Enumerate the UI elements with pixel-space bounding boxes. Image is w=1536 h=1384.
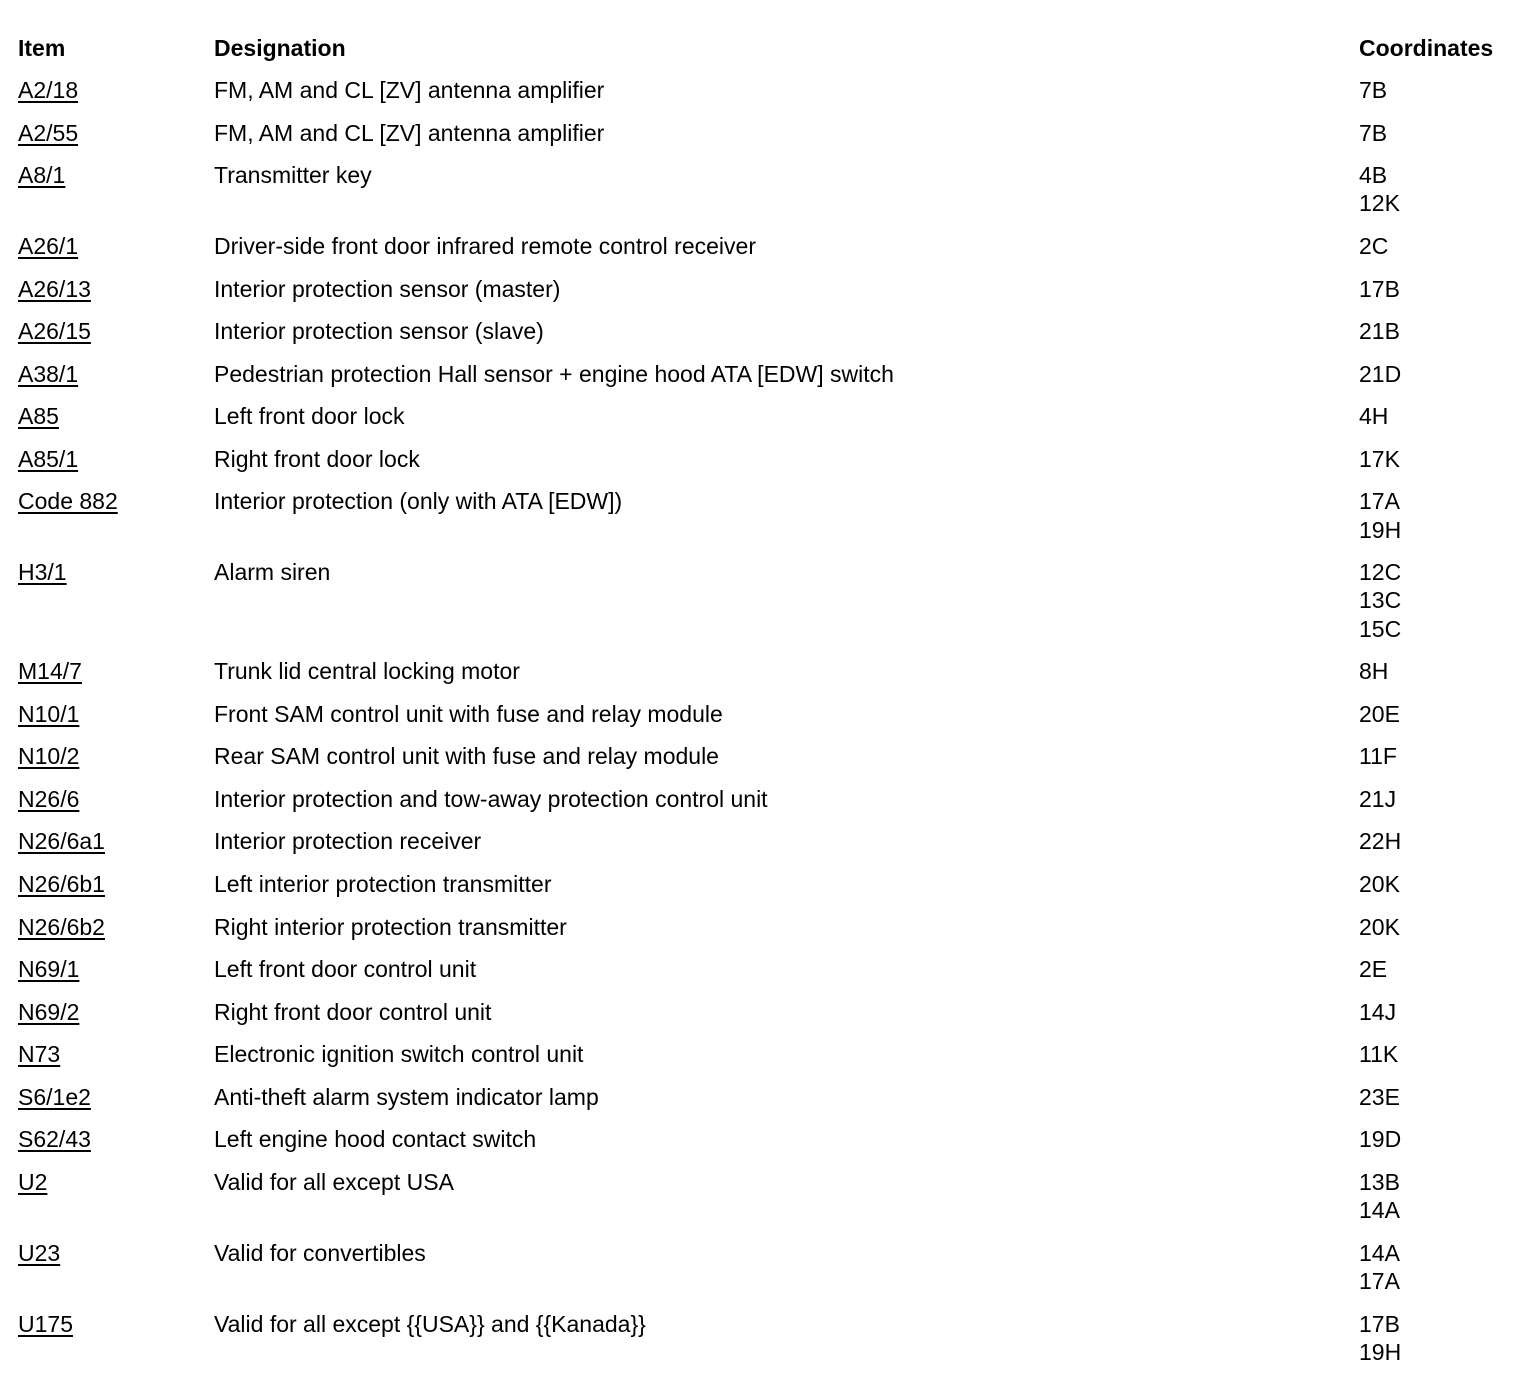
item-link[interactable]: U175 — [18, 1310, 73, 1337]
coordinate-value: 7B — [1359, 119, 1388, 146]
designation-text: Right interior protection transmitter — [214, 913, 567, 940]
coordinate-value: 14J — [1359, 998, 1397, 1025]
table-row — [0, 232, 1536, 275]
coordinate-value: 13B — [1359, 1169, 1400, 1196]
coordinate-value: 21D — [1359, 360, 1402, 387]
item-link[interactable]: A85/1 — [18, 445, 79, 472]
designation-text: Trunk lid central locking motor — [214, 658, 520, 685]
coordinates-cell — [1359, 232, 1536, 260]
table-row — [0, 870, 1536, 913]
coordinates-cell — [1359, 742, 1536, 770]
coordinate-value: 15C — [1359, 615, 1402, 642]
header-designation: Designation — [214, 35, 346, 61]
coordinate-value: 19H — [1359, 516, 1402, 543]
coordinates-cell — [1359, 275, 1536, 303]
coordinates-cell — [1359, 317, 1536, 345]
coordinate-value: 13C — [1359, 587, 1402, 614]
designation-text: Left interior protection transmitter — [214, 871, 552, 897]
table-row — [0, 445, 1536, 488]
coordinates-cell — [1359, 402, 1536, 430]
item-link[interactable]: S62/43 — [18, 1126, 91, 1153]
item-link[interactable]: A26/13 — [18, 275, 91, 302]
coordinate-value: 22H — [1359, 828, 1402, 855]
coordinates-cell — [1359, 827, 1536, 855]
coordinates-cell — [1359, 1168, 1536, 1224]
table-row — [0, 827, 1536, 870]
table-row — [0, 360, 1536, 403]
coordinate-value: 12K — [1359, 190, 1400, 217]
table-row — [0, 161, 1536, 232]
coordinates-cell — [1359, 360, 1536, 388]
designation-text: Driver-side front door infrared remote control receiver — [214, 232, 756, 259]
item-link[interactable]: N69/2 — [18, 998, 80, 1025]
coordinate-value: 17B — [1359, 1310, 1400, 1337]
item-link[interactable]: N26/6b2 — [18, 913, 105, 940]
coordinate-value: 4B — [1359, 162, 1388, 189]
item-link[interactable]: A26/15 — [18, 318, 91, 345]
coordinate-value: 21J — [1359, 785, 1397, 812]
item-link[interactable]: A26/1 — [18, 232, 79, 259]
header-item: Item — [18, 35, 66, 61]
designation-text: FM, AM and CL [ZV] antenna amplifier — [214, 119, 605, 146]
item-link[interactable]: N10/1 — [18, 700, 80, 727]
coordinates-cell — [1359, 998, 1536, 1026]
coordinate-value: 20K — [1359, 913, 1400, 940]
coordinates-cell — [1359, 1310, 1536, 1366]
item-link[interactable]: Code 882 — [18, 488, 118, 515]
table-row — [0, 76, 1536, 119]
designation-text: Transmitter key — [214, 162, 372, 189]
item-link[interactable]: A2/18 — [18, 77, 79, 103]
item-link[interactable]: H3/1 — [18, 559, 67, 586]
table-row — [0, 913, 1536, 956]
coordinate-value: 14A — [1359, 1197, 1400, 1224]
item-link[interactable]: N73 — [18, 1041, 61, 1068]
coordinates-cell — [1359, 1083, 1536, 1111]
coordinate-value: 12C — [1359, 559, 1402, 586]
coordinate-value: 17A — [1359, 488, 1400, 515]
table-row — [0, 1168, 1536, 1239]
designation-text: Interior protection sensor (master) — [214, 275, 561, 302]
table-row — [0, 119, 1536, 162]
item-link[interactable]: A2/55 — [18, 119, 79, 146]
coordinate-value: 17B — [1359, 275, 1400, 302]
designation-text: Right front door control unit — [214, 998, 492, 1025]
coordinate-value: 17A — [1359, 1268, 1400, 1294]
table-row — [0, 742, 1536, 785]
table-row — [0, 785, 1536, 828]
designation-text: Interior protection receiver — [214, 828, 482, 855]
item-link[interactable]: M14/7 — [18, 658, 82, 685]
coordinate-value: 2C — [1359, 232, 1389, 259]
coordinates-cell — [1359, 487, 1536, 543]
table-row — [0, 402, 1536, 445]
coordinates-cell — [1359, 1040, 1536, 1068]
designation-text: Left front door lock — [214, 403, 405, 430]
coordinate-value: 23E — [1359, 1083, 1400, 1110]
designation-text: Anti-theft alarm system indicator lamp — [214, 1083, 599, 1110]
table-row — [0, 1083, 1536, 1126]
item-link[interactable]: S6/1e2 — [18, 1083, 91, 1110]
table-row — [0, 700, 1536, 743]
designation-text: Right front door lock — [214, 445, 420, 472]
designation-text: Interior protection sensor (slave) — [214, 318, 544, 345]
table-row — [0, 487, 1536, 558]
coordinate-value: 8H — [1359, 658, 1389, 685]
item-link[interactable]: N26/6b1 — [18, 871, 105, 897]
table-row — [0, 1125, 1536, 1168]
item-link[interactable]: N10/2 — [18, 743, 80, 770]
coordinates-cell — [1359, 445, 1536, 473]
coordinates-cell — [1359, 785, 1536, 813]
item-link[interactable]: U2 — [18, 1169, 48, 1196]
designation-text: Valid for convertibles — [214, 1239, 426, 1266]
coordinates-cell — [1359, 870, 1536, 898]
coordinates-cell — [1359, 76, 1536, 104]
table-row — [0, 275, 1536, 318]
table-row — [0, 998, 1536, 1041]
coordinate-value: 19H — [1359, 1338, 1402, 1365]
designation-text: Electronic ignition switch control unit — [214, 1041, 584, 1068]
coordinate-value: 14A — [1359, 1239, 1400, 1266]
coordinates-cell — [1359, 119, 1536, 147]
coordinates-cell — [1359, 657, 1536, 685]
coordinates-cell — [1359, 913, 1536, 941]
table-row — [0, 1310, 1536, 1381]
coordinate-value: 17K — [1359, 445, 1400, 472]
coordinates-cell — [1359, 1125, 1536, 1153]
coordinates-cell — [1359, 700, 1536, 728]
item-link[interactable]: N26/6a1 — [18, 828, 105, 855]
coordinate-value: 7B — [1359, 77, 1388, 103]
coordinates-cell — [1359, 558, 1536, 643]
coordinates-cell — [1359, 1239, 1536, 1295]
designation-text: Valid for all except {{USA}} and {{Kanada}} — [214, 1310, 646, 1337]
designation-text: Left engine hood contact switch — [214, 1126, 537, 1153]
designation-text: Rear SAM control unit with fuse and relay module — [214, 743, 719, 770]
item-link[interactable]: A85 — [18, 403, 59, 430]
designation-text: Left front door control unit — [214, 956, 477, 983]
item-link[interactable]: U23 — [18, 1239, 61, 1266]
designation-text: FM, AM and CL [ZV] antenna amplifier — [214, 77, 605, 103]
table-row — [0, 657, 1536, 700]
item-link[interactable]: N69/1 — [18, 956, 80, 983]
coordinate-value: 21B — [1359, 318, 1400, 345]
designation-text: Alarm siren — [214, 559, 331, 586]
coordinate-value: 20K — [1359, 871, 1400, 897]
coordinate-value: 2E — [1359, 956, 1388, 983]
designation-text: Interior protection and tow-away protection control unit — [214, 785, 768, 812]
designation-text: Interior protection (only with ATA [EDW]) — [214, 488, 623, 515]
table-row — [0, 558, 1536, 657]
coordinate-value: 11F — [1359, 743, 1397, 770]
legend-rows — [0, 76, 1536, 1380]
table-row — [0, 1040, 1536, 1083]
coordinate-value: 20E — [1359, 700, 1400, 727]
designation-text: Pedestrian protection Hall sensor + engine hood ATA [EDW] switch — [214, 360, 894, 387]
table-row — [0, 317, 1536, 360]
coordinate-value: 19D — [1359, 1126, 1402, 1153]
designation-text: Valid for all except USA — [214, 1169, 454, 1196]
coordinates-cell — [1359, 955, 1536, 983]
table-row — [0, 955, 1536, 998]
designation-text: Front SAM control unit with fuse and relay module — [214, 700, 723, 727]
item-link[interactable]: A38/1 — [18, 360, 79, 387]
item-link[interactable]: A8/1 — [18, 162, 66, 189]
coordinates-cell — [1359, 161, 1536, 217]
table-row — [0, 1239, 1536, 1310]
header-coordinates: Coordinates — [1359, 35, 1494, 61]
item-link[interactable]: N26/6 — [18, 785, 80, 812]
coordinate-value: 11K — [1359, 1041, 1399, 1068]
coordinate-value: 4H — [1359, 403, 1389, 430]
